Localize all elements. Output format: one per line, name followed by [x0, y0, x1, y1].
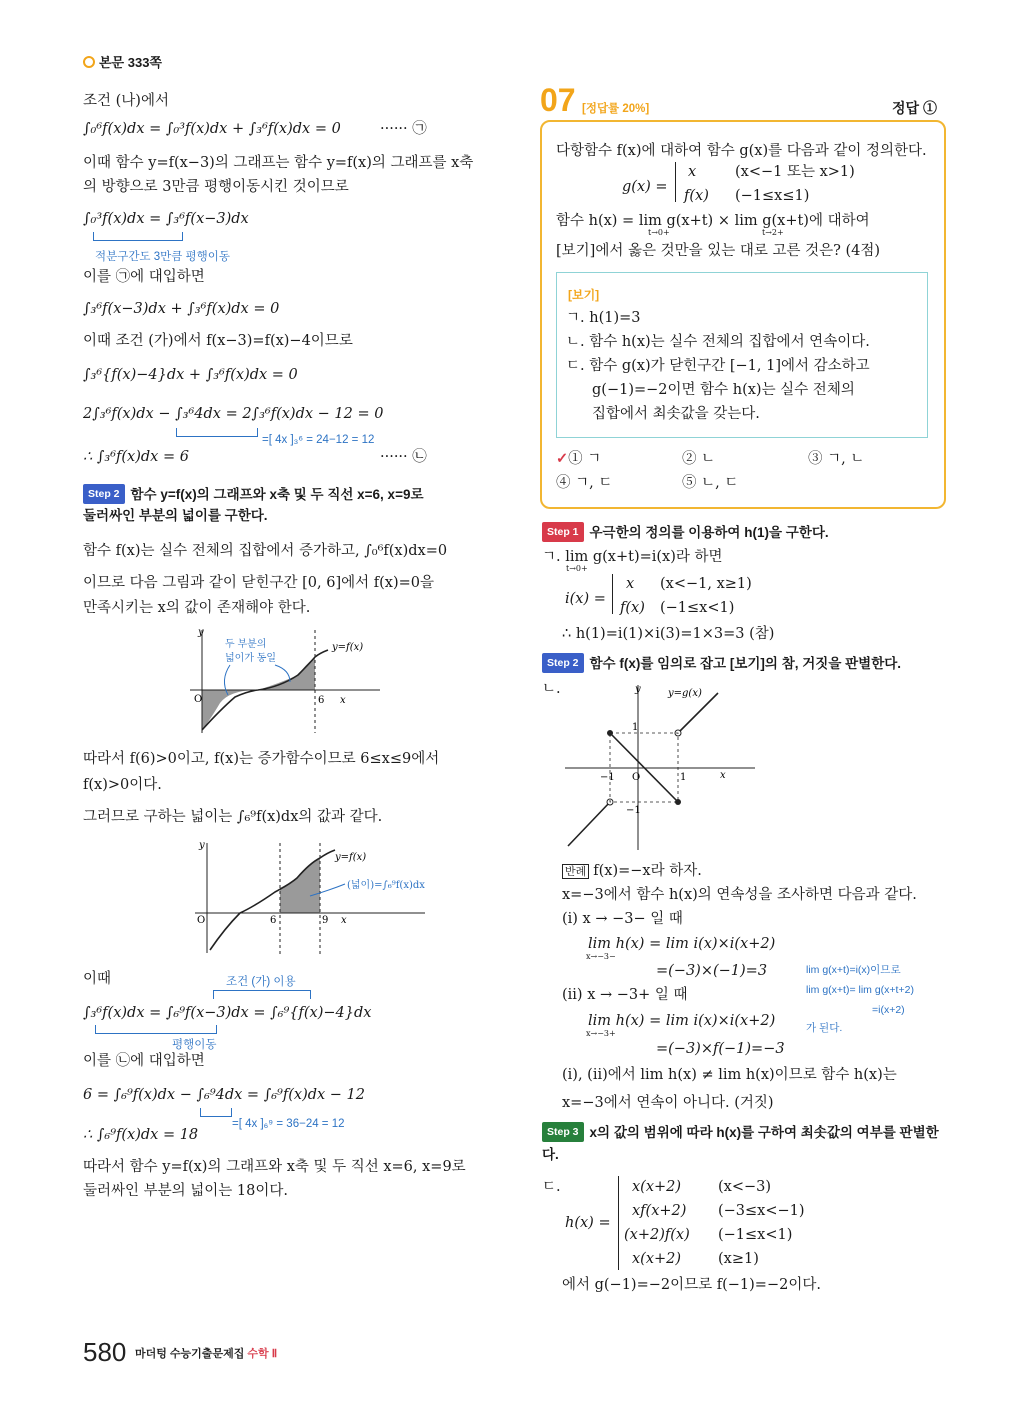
case-brace — [618, 1176, 625, 1270]
right-line: ∴ h(1)=i(1)×i(3)=1×3=3 (참) — [562, 626, 775, 642]
axis-label-y: y — [199, 840, 205, 851]
bogi-item: ㄱ. h(1)=3 — [566, 310, 641, 326]
right-equation: lim h(x) = lim i(x)×i(x+2) — [588, 936, 776, 952]
tick-label: 9 — [322, 915, 329, 926]
case-condition: (−1≤x≤1) — [735, 188, 810, 204]
left-line: 그러므로 구하는 넓이는 ∫₆⁹f(x)dx의 값과 같다. — [83, 809, 383, 825]
tick-label: 6 — [318, 695, 325, 706]
choice-2[interactable]: ② ㄴ — [682, 451, 716, 467]
area-label: (넓이)=∫₆⁹f(x)dx — [347, 880, 425, 891]
right-line: ㄴ. — [542, 681, 561, 697]
choice-3[interactable]: ③ ㄱ, ㄴ — [808, 451, 865, 467]
case-value: f(x) — [620, 600, 645, 616]
limit-sub: t→0+ — [648, 228, 670, 237]
axis-label-x: x — [341, 915, 347, 926]
question-line: [보기]에서 옳은 것만을 있는 대로 고른 것은? (4점) — [556, 243, 881, 259]
tick-label: 1 — [680, 772, 687, 783]
case-condition: (−3≤x<−1) — [718, 1203, 805, 1219]
step2-heading: 둘러싸인 부분의 넓이를 구한다. — [83, 508, 268, 523]
bogi-item: 집합에서 최솟값을 갖는다. — [592, 406, 760, 422]
note-eval: =[ 4x ]₃⁶ = 24−12 = 12 — [262, 434, 375, 446]
tick-label: −1 — [626, 805, 641, 816]
note-shift2: 평행이동 — [172, 1039, 217, 1051]
section-ref: 본문 333쪽 — [83, 52, 162, 71]
tick-label: 1 — [632, 722, 639, 733]
limit-sub: x→−3− — [586, 952, 616, 961]
step3-heading: Step 3 x의 값의 범위에 따라 h(x)를 구하여 최솟값의 여부를 판별한 — [542, 1122, 939, 1142]
left-line: 둘러싸인 부분의 넓이는 18이다. — [83, 1183, 288, 1199]
note-cond: 조건 (가) 이용 — [226, 976, 296, 988]
case-condition: (−1≤x<1) — [660, 600, 735, 616]
note-lim: =i(x+2) — [872, 1004, 905, 1016]
bracket-line — [213, 990, 311, 999]
h-definition: h(x) = — [565, 1215, 611, 1231]
figure-3 — [560, 680, 760, 855]
left-line: 따라서 f(6)>0이고, f(x)는 증가함수이므로 6≤x≤9에서 — [83, 751, 440, 767]
curve-label: y=f(x) — [335, 852, 367, 863]
tick-label: 6 — [270, 915, 277, 926]
right-line: (i) x → −3− 일 때 — [562, 911, 683, 927]
case-value: x — [688, 164, 697, 180]
right-line: (ii) x → −3+ 일 때 — [562, 987, 688, 1003]
answer-label: 정답 ① — [892, 100, 937, 116]
case-condition: (x≥1) — [718, 1251, 759, 1267]
axis-label-y: y — [635, 684, 641, 695]
note-lim: lim g(x+t)= lim g(x+t+2) — [806, 984, 914, 996]
note-text: 넓이가 동일 — [225, 653, 277, 664]
limit-sub: x→−3+ — [586, 1029, 616, 1038]
note-text: 두 부분의 — [225, 639, 267, 650]
axis-label-y: y — [198, 627, 204, 638]
counter-badge: 반례 — [562, 864, 589, 879]
step-badge: Step 1 — [542, 522, 584, 542]
left-line: 이때 함수 y=f(x−3)의 그래프는 함수 y=f(x)의 그래프를 x축 — [83, 155, 474, 171]
note-lim: lim g(x+t)=i(x)이므로 — [806, 964, 901, 976]
case-value: xf(x+2) — [632, 1203, 687, 1219]
curve-label: y=g(x) — [668, 688, 702, 699]
step-badge: Step 2 — [83, 484, 125, 504]
left-line: 조건 (나)에서 — [83, 93, 169, 109]
bogi-item: ㄷ. 함수 g(x)가 닫힌구간 [−1, 1]에서 감소하고 — [566, 358, 870, 374]
note-lim: 가 된다. — [806, 1022, 843, 1034]
left-line: 이를 ㉠에 대입하면 — [83, 269, 205, 285]
origin-label: O — [194, 694, 203, 705]
case-value: f(x) — [684, 188, 709, 204]
left-line: 만족시키는 x의 값이 존재해야 한다. — [83, 600, 311, 616]
left-line: 이때 조건 (가)에서 f(x−3)=f(x)−4이므로 — [83, 333, 353, 349]
bracket-line — [95, 1025, 217, 1034]
step3-heading: 다. — [542, 1147, 559, 1162]
left-equation: ∫₀³f(x)dx = ∫₃⁶f(x−3)dx — [83, 211, 249, 227]
i-definition: i(x) = — [565, 591, 606, 607]
case-condition: (−1≤x<1) — [718, 1227, 793, 1243]
figure-1 — [180, 625, 390, 740]
choice-5[interactable]: ⑤ ㄴ, ㄷ — [682, 475, 739, 491]
left-equation: ∫₃⁶f(x)dx = ∫₆⁹f(x−3)dx = ∫₆⁹{f(x)−4}dx — [83, 1005, 372, 1021]
left-equation: 2∫₃⁶f(x)dx − ∫₃⁶4dx = 2∫₃⁶f(x)dx − 12 = 0 — [83, 406, 384, 422]
case-value: x — [626, 576, 635, 592]
left-equation: ∫₃⁶f(x−3)dx + ∫₃⁶f(x)dx = 0 — [83, 301, 280, 317]
right-equation: =(−3)×f(−1)=−3 — [656, 1041, 785, 1057]
counterexample-line: 반례 f(x)=−x라 하자. — [562, 862, 702, 881]
page-number: 580 — [83, 1337, 127, 1367]
step-badge: Step 2 — [542, 653, 584, 673]
problem-number: 07 — [540, 82, 576, 118]
right-line: 에서 g(−1)=−2이므로 f(−1)=−2이다. — [562, 1277, 821, 1293]
origin-label: O — [197, 915, 206, 926]
left-equation: ∫₃⁶{f(x)−4}dx + ∫₃⁶f(x)dx = 0 — [83, 367, 298, 383]
case-value: (x+2)f(x) — [624, 1227, 690, 1243]
right-line: ㄷ. — [542, 1179, 561, 1195]
bracket-line — [200, 1108, 232, 1117]
question-line: 다항함수 f(x)에 대하여 함수 g(x)를 다음과 같이 정의한다. — [556, 143, 927, 159]
bracket-line — [93, 232, 183, 241]
book-title: 마더텅 수능기출문제집 수학 Ⅱ — [135, 1348, 278, 1360]
step-badge: Step 3 — [542, 1122, 584, 1142]
choice-1[interactable]: ✓① ㄱ — [556, 450, 602, 467]
bogi-item: g(−1)=−2이면 함수 h(x)는 실수 전체의 — [592, 382, 855, 398]
bogi-item: ㄴ. 함수 h(x)는 실수 전체의 집합에서 연속이다. — [566, 334, 870, 350]
question-line: 함수 h(x) = lim g(x+t) × lim g(x+t)에 대하여 — [556, 213, 870, 229]
note-shift: 적분구간도 3만큼 평행이동 — [95, 251, 230, 263]
figure-2 — [185, 838, 445, 958]
case-value: x(x+2) — [632, 1179, 682, 1195]
circle-icon — [83, 56, 95, 68]
left-equation: ∴ ∫₆⁹f(x)dx = 18 — [83, 1127, 199, 1143]
axis-label-x: x — [340, 695, 346, 706]
left-line: 함수 f(x)는 실수 전체의 집합에서 증가하고, ∫₀⁶f(x)dx=0 — [83, 543, 448, 559]
correct-rate: [정답률 20%] — [582, 103, 650, 115]
left-line: 이때 — [83, 971, 112, 987]
right-line: x=−3에서 함수 h(x)의 연속성을 조사하면 다음과 같다. — [562, 887, 917, 903]
case-brace — [612, 574, 619, 614]
right-equation: =(−3)×(−1)=3 — [656, 963, 768, 979]
left-line: 이를 ㉡에 대입하면 — [83, 1053, 205, 1069]
case-condition: (x<−3) — [718, 1179, 772, 1195]
step2r-heading: Step 2 함수 f(x)를 임의로 잡고 [보기]의 참, 거짓을 판별한다. — [542, 653, 901, 673]
case-value: x(x+2) — [632, 1251, 682, 1267]
limit-sub: t→2+ — [762, 228, 784, 237]
equation-mark: ······ ㉠ — [380, 121, 427, 137]
left-line: f(x)>0이다. — [83, 777, 162, 793]
bogi-title: [보기] — [568, 288, 600, 302]
right-line: (i), (ii)에서 lim h(x) ≠ lim h(x)이므로 함수 h(x)는 — [562, 1067, 897, 1083]
right-line: ㄱ. lim g(x+t)=i(x)라 하면 — [542, 549, 723, 565]
curve-label: y=f(x) — [332, 642, 364, 653]
left-line: 따라서 함수 y=f(x)의 그래프와 x축 및 두 직선 x=6, x=9로 — [83, 1159, 466, 1175]
axis-label-x: x — [720, 770, 726, 781]
right-equation: lim h(x) = lim i(x)×i(x+2) — [588, 1013, 776, 1029]
left-line: 의 방향으로 3만큼 평행이동시킨 것이므로 — [83, 179, 349, 195]
check-icon: ✓ — [556, 450, 569, 467]
bracket-line — [176, 428, 258, 437]
step1-heading: Step 1 우극한의 정의를 이용하여 h(1)을 구한다. — [542, 522, 829, 542]
right-line: x=−3에서 연속이 아니다. (거짓) — [562, 1095, 774, 1111]
left-line: 이므로 다음 그림과 같이 닫힌구간 [0, 6]에서 f(x)=0을 — [83, 575, 434, 591]
origin-label: O — [632, 772, 641, 783]
left-equation: 6 = ∫₆⁹f(x)dx − ∫₆⁹4dx = ∫₆⁹f(x)dx − 12 — [83, 1087, 366, 1103]
left-equation: ∫₀⁶f(x)dx = ∫₀³f(x)dx + ∫₃⁶f(x)dx = 0 — [83, 121, 341, 137]
equation-mark: ······ ㉡ — [380, 449, 427, 465]
case-brace — [675, 162, 682, 202]
tick-label: −1 — [600, 772, 615, 783]
limit-sub: t→0+ — [566, 564, 588, 573]
case-condition: (x<−1 또는 x>1) — [735, 164, 855, 180]
case-condition: (x<−1, x≥1) — [660, 576, 752, 592]
g-definition: g(x) = — [622, 179, 668, 195]
choice-4[interactable]: ④ ㄱ, ㄷ — [556, 475, 613, 491]
left-equation: ∴ ∫₃⁶f(x)dx = 6 — [83, 449, 189, 465]
note-eval: =[ 4x ]₆⁹ = 36−24 = 12 — [232, 1118, 345, 1130]
step2-heading: Step 2 함수 y=f(x)의 그래프와 x축 및 두 직선 x=6, x=9로 — [83, 484, 424, 504]
